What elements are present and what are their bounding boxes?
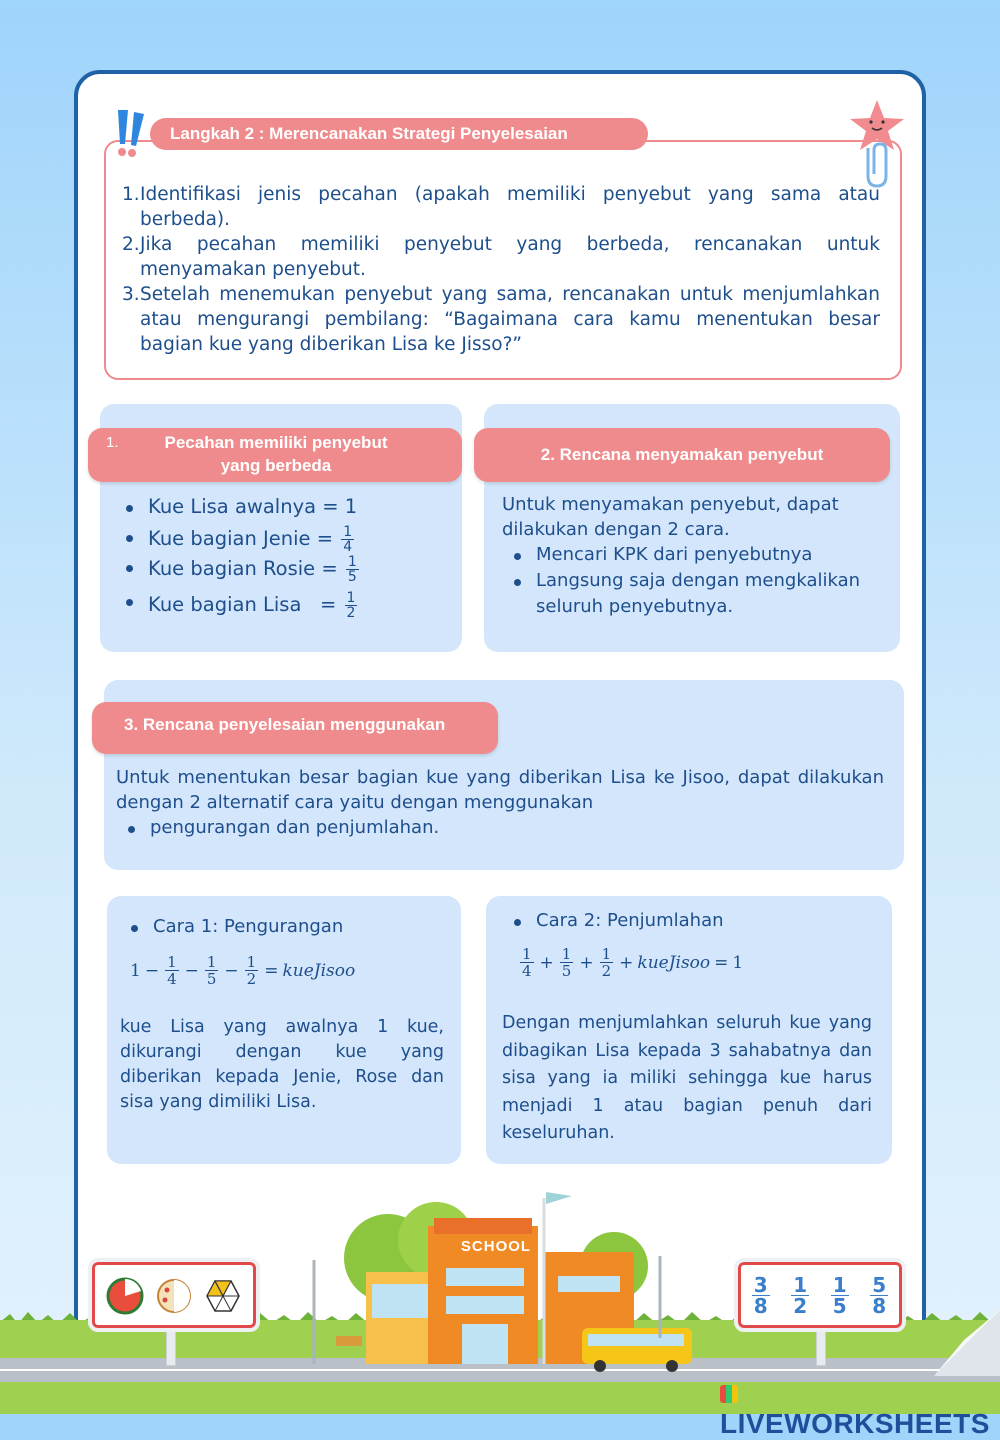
star-paperclip-icon: [846, 98, 908, 190]
list-item: pengurangan dan penjumlahan.: [122, 815, 722, 841]
fraction-1-2: $\frac{1}{2}$: [793, 1272, 808, 1318]
cara1-text: kue Lisa yang awalnya 1 kue, dikurangi dengan kue yang diberikan kepada Jenie, Rose dan sisa yang dimiliki Lisa.: [120, 1017, 444, 1112]
school-illustration: [296, 1188, 706, 1374]
card1-list: [120, 494, 450, 622]
card2-list: [508, 542, 896, 620]
fraction-pizza-icons: [95, 1265, 253, 1325]
fraction-3-8: $\frac{3}{8}$: [753, 1272, 768, 1318]
page-curl-icon: [934, 1310, 1000, 1376]
fraction-1-5: $\frac{1}{5}$: [832, 1272, 847, 1318]
cara2-equation: $\frac{1}{4}$ + $\frac{1}{5}$ + $\frac{1}{2}$ + kueJisoo = 1: [522, 945, 744, 980]
list-item: Kue bagian Jenie = $\frac{1}{4}$: [120, 524, 450, 554]
card3-list: [122, 815, 722, 841]
fractions-sign: [738, 1262, 902, 1328]
list-item: 3. Setelah menemukan penyebut yang sama, rencanakan untuk menjumlahkan atau mengurangi pembilang: “Bagaimana cara kamu menentukan besar bagian kue yang diberikan Lisa ke Jisso?”: [122, 284, 880, 355]
school-sign: SCHOOL: [460, 1238, 532, 1255]
liveworksheets-mark-icon: [720, 1385, 738, 1403]
fraction-pictures-sign: [92, 1262, 256, 1328]
card3-text: Untuk menentukan besar bagian kue yang diberikan Lisa ke Jisoo, dapat dilakukan dengan 2 alternatif cara yaitu dengan menggunakan: [116, 767, 884, 813]
list-item: Cara 1: Pengurangan: [125, 914, 445, 940]
cara2-heading: [508, 908, 868, 934]
card1-title-pill: 1. Pecahan memiliki penyebut yang berbeda: [88, 428, 462, 482]
list-item: Kue bagian Rosie = $\frac{1}{5}$: [120, 554, 450, 588]
list-item: Mencari KPK dari penyebutnya: [508, 542, 896, 568]
liveworksheets-logo[interactable]: LIVEWORKSHEETS: [720, 1376, 1000, 1440]
cara1-heading: [125, 914, 445, 940]
card3-title-pill: 3. Rencana penyelesaian menggunakan: [92, 702, 498, 754]
list-item: 1. Identifikasi jenis pecahan (apakah memiliki penyebut yang sama atau berbeda).: [122, 184, 880, 230]
list-item: Kue Lisa awalnya = 1: [120, 494, 450, 524]
step-list: [122, 182, 880, 357]
step-title-banner: Langkah 2 : Merencanakan Strategi Penyelesaian: [150, 118, 648, 150]
list-item: Kue bagian Lisa = $\frac{1}{2}$: [120, 588, 450, 622]
cara2-text: Dengan menjumlahkan seluruh kue yang dibagikan Lisa kepada 3 sahabatnya dan sisa yang ia miliki sehingga kue harus menjadi 1 atau bagian penuh dari keseluruhan.: [502, 1013, 872, 1143]
list-item: Cara 2: Penjumlahan: [508, 908, 868, 934]
cara1-equation: 1 − $\frac{1}{4}$ − $\frac{1}{5}$ − $\frac{1}{2}$ = kueJisoo: [130, 953, 356, 988]
fraction-5-8: $\frac{5}{8}$: [872, 1272, 887, 1318]
list-item: 2. Jika pecahan memiliki penyebut yang berbeda, rencanakan untuk menyamakan penyebut.: [122, 234, 880, 280]
card2-title-pill: 2. Rencana menyamakan penyebut: [474, 428, 890, 482]
list-item: Langsung saja dengan mengkalikan seluruh penyebutnya.: [508, 568, 896, 620]
card2-intro: Untuk menyamakan penyebut, dapat dilakukan dengan 2 cara.: [502, 494, 839, 540]
